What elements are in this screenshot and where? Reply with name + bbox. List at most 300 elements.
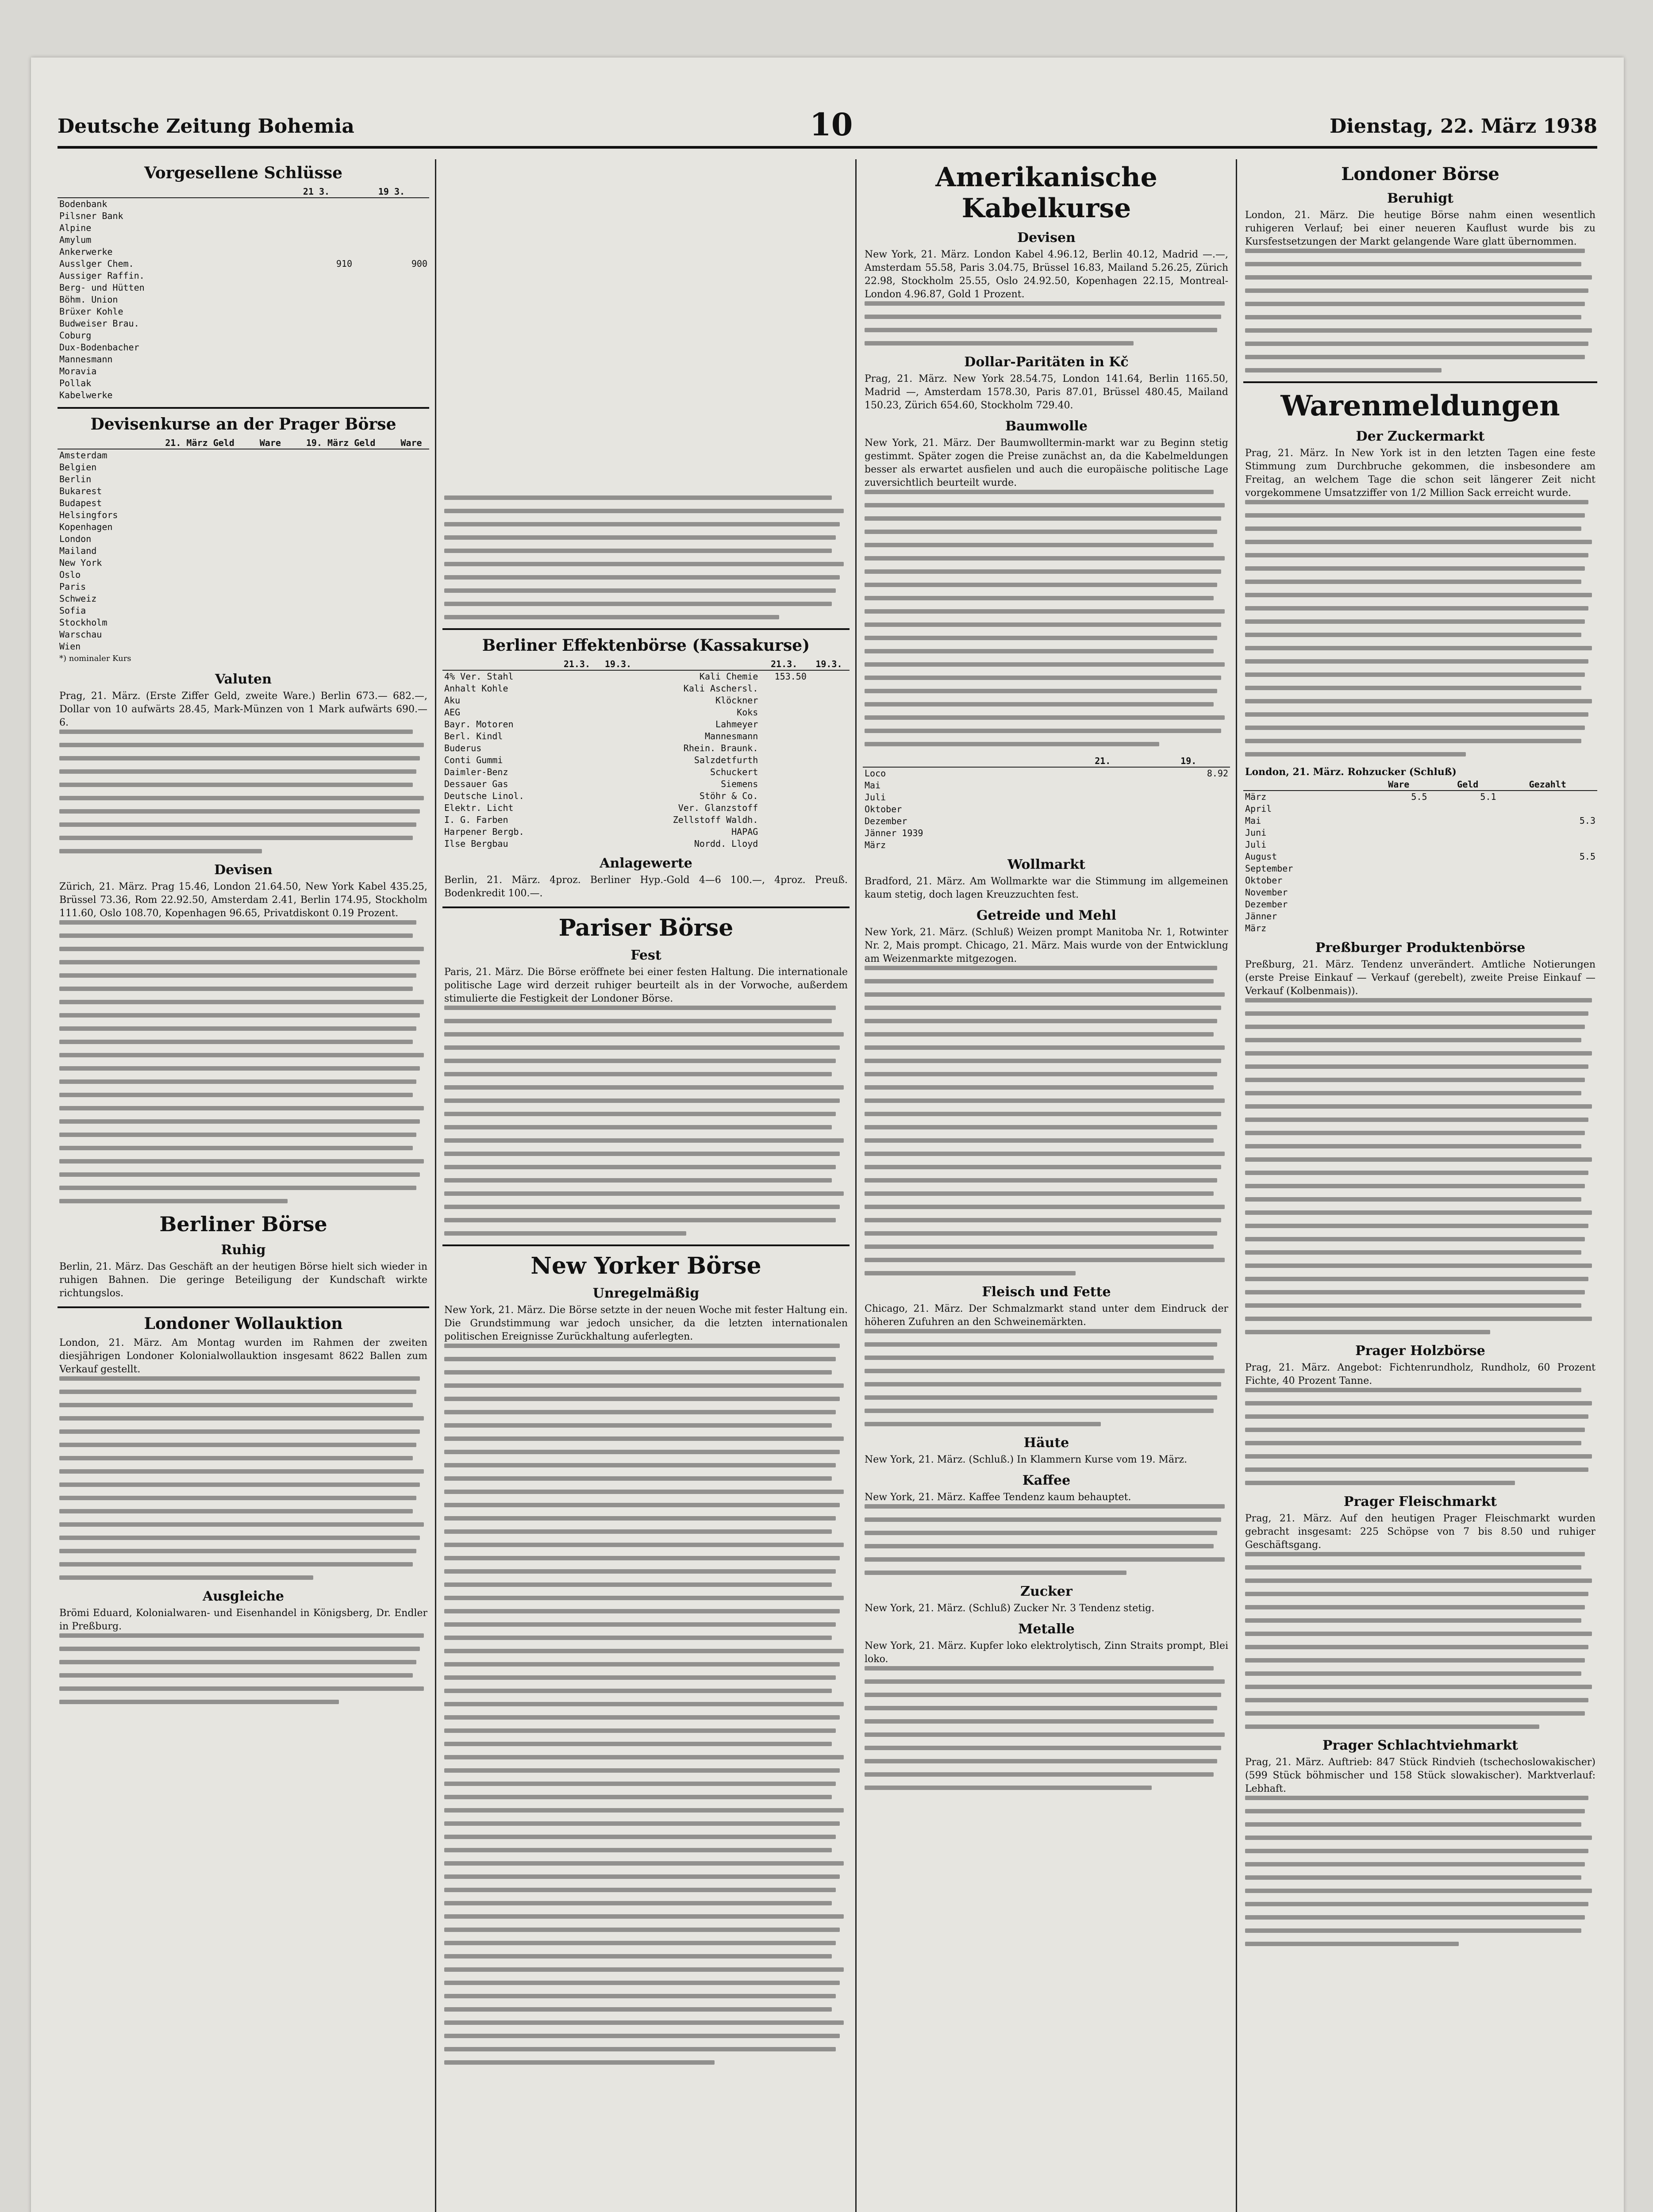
text-line (1245, 1317, 1592, 1321)
table-cell (354, 210, 429, 222)
text-line (1245, 686, 1581, 690)
table-row (58, 628, 429, 640)
table-header (1135, 755, 1147, 767)
text-line (865, 676, 1221, 680)
table-cell (760, 790, 808, 802)
table-header-row (442, 658, 850, 670)
section-title: Pariser Börse (558, 914, 734, 941)
text-line (59, 987, 413, 991)
text-line (865, 1006, 1221, 1010)
section-subtitle: Prager Fleischmarkt (1344, 1494, 1497, 1509)
text-line (59, 1199, 288, 1203)
article-text: New York, 21. März. (Schluß) Zucker Nr. 3 Tendenz stetig. (865, 1603, 1155, 1614)
table-header-row (58, 186, 429, 198)
text-line (1245, 1303, 1581, 1308)
table-cell (1438, 910, 1498, 922)
text-line (865, 1271, 1076, 1275)
table-row (58, 234, 429, 246)
table-cell (760, 802, 808, 814)
table-cell (147, 473, 253, 485)
section-subtitle: Devisen (214, 862, 273, 878)
text-line (444, 1861, 844, 1866)
article-text: Prag, 21. März. New York 28.54.75, London 141.64, Berlin 1165.50, Madrid —, Amsterdam 1578.30, Paris 87.01, Brüssel 480.45, Mailand 150.23, Zürich 654.60, Stockholm 729.40. (865, 373, 1228, 411)
text-line (444, 1098, 840, 1103)
page-number: 10 (810, 106, 853, 143)
text-line (444, 588, 836, 593)
text-line (865, 1072, 1217, 1076)
table-cell (556, 706, 597, 718)
text-line (865, 1329, 1221, 1333)
text-line (1245, 1711, 1585, 1716)
text-line (865, 715, 1225, 720)
table-cell (393, 580, 429, 592)
section-subtitle: Unregelmäßig (592, 1286, 700, 1301)
table-cell (808, 730, 850, 742)
column-divider (855, 159, 857, 2212)
table-cell (279, 269, 354, 281)
article-text: Prag, 21. März. (Erste Ziffer Geld, zweite Ware.) Berlin 673.— 682.—, Dollar von 10 aufwärts 28.45, Mark-Münzen von 1 Mark aufwärts 690.— 6. (59, 691, 427, 728)
text-line (1245, 739, 1581, 743)
table-row (1243, 886, 1597, 898)
text-line (444, 1045, 840, 1050)
text-line (59, 1549, 416, 1553)
text-block (444, 1344, 848, 2065)
text-line (59, 1562, 413, 1567)
table-cell (279, 198, 354, 210)
text-line (865, 1218, 1221, 1222)
text-line (444, 522, 840, 526)
table-cell: Berg- und Hütten (59, 282, 145, 293)
table-row (863, 791, 1230, 803)
table-cell (354, 389, 429, 401)
text-line (865, 1422, 1101, 1426)
table-row (58, 293, 429, 305)
table-cell (1369, 886, 1429, 898)
table-cell (760, 694, 808, 706)
table-row (58, 257, 429, 269)
table-header: 19.3. (808, 658, 850, 670)
table-cell (1498, 874, 1597, 886)
text-line (59, 769, 416, 774)
table-cell (354, 365, 429, 377)
text-block (865, 1329, 1228, 1426)
table-cell (393, 640, 429, 652)
text-line (59, 1416, 424, 1421)
table-row (58, 222, 429, 234)
table-header-row (58, 437, 429, 449)
table-cell: Warschau (59, 629, 102, 640)
table-cell (556, 826, 597, 837)
table-cell (808, 742, 850, 754)
section-subtitle: Fest (630, 948, 661, 963)
table-cell: Juli (865, 791, 886, 803)
divider (442, 628, 850, 630)
table-row (863, 767, 1230, 779)
text-line (1245, 1632, 1592, 1636)
article-text: New York, 21. März. Die Börse setzte in der neuen Woche mit fester Haltung ein. Die Grundstimmung war jedoch unsicher, da die letzten internationalen politischen Ereignisse Zurückhaltung auferlegten. (444, 1305, 848, 1342)
text-line (865, 1231, 1217, 1236)
text-line (1245, 1578, 1592, 1583)
text-line (444, 1874, 840, 1879)
text-line (865, 1152, 1225, 1156)
table-cell (354, 222, 429, 234)
text-line (865, 596, 1214, 600)
table-cell: Klöckner (715, 695, 758, 706)
table-row (58, 509, 429, 521)
text-line (444, 1357, 836, 1361)
text-line (444, 1689, 832, 1693)
table-cell (1135, 803, 1147, 815)
article-text: Prag, 21. März. Auf den heutigen Prager Fleischmarkt wurden gebracht insgesamt: 225 Schöpse von 7 bis 8.50 und ruhiger Geschäftsgang. (1245, 1513, 1595, 1551)
table-cell (1070, 779, 1135, 791)
table-row (58, 568, 429, 580)
text-line (1245, 1467, 1588, 1472)
text-line (1245, 752, 1466, 757)
text-line (59, 1456, 413, 1460)
table-row (58, 317, 429, 329)
table-cell: Juli (1245, 839, 1267, 850)
text-line (444, 535, 836, 540)
table-cell (147, 640, 253, 652)
table-row (58, 246, 429, 257)
table-cell (147, 568, 253, 580)
table-cell (288, 509, 393, 521)
text-line (1245, 1277, 1588, 1281)
table-header-row (1243, 779, 1597, 791)
table-cell (279, 293, 354, 305)
text-line (1245, 566, 1585, 571)
table-cell (1438, 826, 1498, 838)
article-text: New York, 21. März. (Schluß) Weizen prompt Manitoba Nr. 1, Rotwinter Nr. 2, Mais prompt. Chicago, 21. März. Mais wurde von der Entwicklung am Weizenmarkte mitgezogen. (865, 927, 1228, 964)
text-line (1245, 1104, 1592, 1109)
table-cell (279, 365, 354, 377)
table-cell (252, 461, 288, 473)
table-cell: Rhein. Braunk. (683, 742, 758, 753)
text-line (1245, 1658, 1585, 1663)
text-line (865, 1706, 1217, 1710)
table-cell (393, 497, 429, 509)
table-cell: Deutsche Linol. (444, 790, 524, 801)
divider (442, 906, 850, 908)
table-cell: HAPAG (731, 826, 758, 837)
text-line (59, 1376, 420, 1381)
table-cell (252, 640, 288, 652)
text-line (444, 1032, 844, 1037)
table-cell: Bayr. Motoren (444, 718, 514, 730)
table-cell: Daimler-Benz (444, 766, 508, 777)
table-cell (1070, 803, 1135, 815)
text-line (444, 2034, 840, 2038)
text-line (865, 530, 1217, 534)
table-header: Ware (393, 437, 429, 449)
table-cell (597, 766, 638, 778)
text-line (444, 1702, 844, 1706)
text-line (59, 960, 420, 964)
column-3 (863, 159, 1230, 2212)
text-line (1245, 1928, 1581, 1933)
text-line (1245, 1441, 1581, 1445)
text-line (1245, 580, 1581, 584)
table-cell (288, 568, 393, 580)
table-cell (1498, 838, 1597, 850)
text-line (444, 1112, 836, 1116)
text-line (1245, 1685, 1592, 1689)
text-block (1245, 1796, 1595, 1946)
text-line (59, 1186, 416, 1190)
table-header: Geld (1438, 779, 1498, 791)
table-row (863, 827, 1230, 839)
table-cell (252, 521, 288, 533)
table-row (58, 210, 429, 222)
table-cell: Amylum (59, 234, 92, 245)
table-cell (1438, 886, 1498, 898)
table-cell (808, 790, 850, 802)
table-cell (279, 246, 354, 257)
text-line (444, 1410, 836, 1414)
table-header: 19 3. (354, 186, 429, 198)
section-title: Londoner Börse (1341, 164, 1499, 184)
table-cell: Jänner (1245, 910, 1277, 922)
table-cell: Budweiser Brau. (59, 318, 139, 329)
text-line (444, 1622, 836, 1627)
section-subtitle: Prager Schlachtviehmarkt (1322, 1738, 1518, 1753)
table-cell: Juni (1245, 827, 1267, 838)
table-cell (597, 670, 638, 682)
table-cell (1429, 886, 1438, 898)
text-line (1245, 513, 1585, 518)
text-line (865, 1666, 1214, 1671)
table-cell (556, 790, 597, 802)
text-line (1245, 593, 1592, 597)
table-cell (556, 754, 597, 766)
text-line (444, 1383, 844, 1388)
text-line (1245, 1809, 1585, 1813)
table-cell: Dux-Bodenbacher (59, 342, 139, 353)
table-cell (288, 592, 393, 604)
table-cell (1498, 826, 1597, 838)
table-cell (1429, 791, 1438, 803)
table-cell (808, 826, 850, 837)
table-cell (1429, 826, 1438, 838)
text-block (1245, 249, 1595, 373)
table-cell: Harpener Bergb. (444, 826, 524, 837)
table-cell: Lahmeyer (715, 718, 758, 730)
text-line (444, 1231, 686, 1236)
table-cell (288, 533, 393, 545)
table-row (58, 521, 429, 533)
table-cell (1429, 910, 1438, 922)
text-line (59, 1700, 339, 1704)
table-cell (556, 730, 597, 742)
text-line (444, 1835, 836, 1839)
text-line (444, 1808, 844, 1813)
table-cell: Mai (1245, 815, 1261, 826)
table-cell (252, 568, 288, 580)
table-header: 19. März Geld (288, 437, 393, 449)
table-cell (1498, 886, 1597, 898)
text-line (865, 1732, 1225, 1737)
table-cell: Berlin (59, 473, 92, 484)
table-cell (288, 604, 393, 616)
table-cell (1438, 874, 1498, 886)
text-line (59, 1013, 420, 1018)
text-line (865, 636, 1217, 640)
table-cell (1429, 874, 1438, 886)
text-block (1245, 500, 1595, 757)
table-cell: Oktober (1245, 875, 1283, 886)
text-line (1245, 526, 1581, 531)
table-cell (556, 778, 597, 790)
text-line (59, 743, 424, 747)
table-cell (147, 580, 253, 592)
table-cell: Conti Gummi (444, 754, 503, 765)
text-block (1245, 1388, 1595, 1485)
table-cell (393, 533, 429, 545)
text-line (1245, 1401, 1592, 1406)
text-line (59, 947, 424, 951)
table-row (1243, 874, 1597, 886)
text-line (59, 1575, 313, 1580)
table-cell (354, 293, 429, 305)
table-cell (279, 329, 354, 341)
text-line (59, 973, 416, 978)
text-line (865, 702, 1214, 707)
text-line (1245, 606, 1588, 611)
table-cell: Dezember (1245, 899, 1288, 910)
text-block (444, 495, 848, 619)
divider (58, 1306, 429, 1308)
text-line (1245, 1064, 1588, 1069)
section-title: New Yorker Börse (530, 1252, 761, 1279)
table-row (442, 718, 850, 730)
text-line (444, 1901, 832, 1905)
section-subtitle: Valuten (215, 672, 272, 687)
section-subtitle: Baumwolle (1005, 419, 1088, 434)
table-cell (147, 545, 253, 557)
table-cell (556, 694, 597, 706)
text-line (1245, 699, 1592, 703)
table-cell: Bukarest (59, 485, 102, 496)
table-cell (288, 545, 393, 557)
text-line (1245, 1698, 1588, 1702)
text-line (865, 992, 1225, 997)
text-line (59, 1119, 420, 1124)
table-cell (1135, 827, 1147, 839)
table-cell: Aussiger Raffin. (59, 270, 145, 281)
table-row (442, 826, 850, 837)
text-line (444, 2060, 715, 2065)
table-cell: Alpine (59, 222, 92, 233)
text-line (444, 549, 832, 553)
text-line (865, 1409, 1214, 1413)
table-header: 21 3. (279, 186, 354, 198)
table-cell: Kali Chemie (699, 671, 758, 682)
table-cell (252, 604, 288, 616)
table-cell (760, 837, 808, 849)
effekten-table (442, 658, 850, 849)
table-cell (1147, 779, 1230, 791)
text-line (865, 1165, 1221, 1169)
text-line (444, 1436, 844, 1441)
table-header (1429, 779, 1438, 791)
article-text: Prag, 21. März. In New York ist in den letzten Tagen eine feste Stimmung zum Durchbruche gekommen, die insbesondere am Freitag, an welchem Tage die schon seit längerer Zeit nicht vorgekommene Umsatzziffer von 1/2 Million Sack erreicht wurde. (1245, 448, 1595, 499)
text-line (865, 1772, 1214, 1777)
text-line (59, 1026, 416, 1031)
text-line (1245, 328, 1592, 333)
text-line (59, 1079, 416, 1084)
text-line (865, 742, 1159, 746)
table-cell: Helsingfors (59, 509, 118, 520)
table-cell (354, 377, 429, 389)
text-line (1245, 288, 1588, 293)
text-line (59, 1093, 413, 1097)
text-line (59, 783, 413, 787)
text-line (865, 1719, 1214, 1724)
table-row (58, 377, 429, 389)
divider (58, 407, 429, 409)
table-header: 21.3. (556, 658, 597, 670)
table-cell (597, 790, 638, 802)
text-line (444, 1715, 840, 1720)
text-line (865, 1531, 1217, 1535)
article-text: Brömi Eduard, Kolonialwaren- und Eisenhandel in Königsberg, Dr. Endler in Preßburg. (59, 1608, 427, 1632)
text-line (1245, 1592, 1588, 1596)
text-line (1245, 1144, 1581, 1148)
text-line (1245, 1263, 1592, 1268)
table-cell (597, 754, 638, 766)
section-subtitle: Getreide und Mehl (976, 908, 1116, 923)
text-line (1245, 1605, 1585, 1609)
table-cell (556, 814, 597, 826)
text-line (1245, 1902, 1588, 1906)
table-cell (1070, 767, 1135, 779)
text-line (1245, 1645, 1588, 1649)
text-line (1245, 1224, 1588, 1228)
text-line (59, 1146, 413, 1150)
table-cell (393, 485, 429, 497)
text-line (59, 1633, 424, 1638)
section-subtitle: Der Zuckermarkt (1356, 429, 1485, 444)
table-row (442, 742, 850, 754)
table-cell: März (1245, 922, 1267, 933)
table-cell: Kopenhagen (59, 521, 113, 532)
section-subtitle: Beruhigt (1387, 191, 1454, 206)
table-cell: Siemens (721, 778, 758, 789)
text-line (1245, 633, 1581, 637)
text-line (1245, 726, 1585, 730)
table-row (442, 802, 850, 814)
text-line (59, 836, 413, 840)
table-cell: Schweiz (59, 593, 97, 604)
table-cell: 5.5 (1579, 851, 1595, 862)
table-cell: Kabelwerke (59, 389, 113, 400)
table-cell: Amsterdam (59, 450, 108, 461)
text-line (444, 1954, 832, 1959)
sugar-table (1243, 779, 1597, 934)
text-line (865, 516, 1221, 521)
table-cell (597, 814, 638, 826)
text-line (1245, 1862, 1585, 1866)
table-cell (1369, 898, 1429, 910)
table-cell (147, 592, 253, 604)
table-cell (760, 766, 808, 778)
table-cell (760, 778, 808, 790)
text-line (444, 1085, 844, 1090)
table-cell: Wien (59, 641, 81, 652)
table-cell (1070, 827, 1135, 839)
table-row (1243, 862, 1597, 874)
article-text: New York, 21. März. Kupfer loko elektrolytisch, Zinn Straits prompt, Blei loko. (865, 1640, 1228, 1665)
